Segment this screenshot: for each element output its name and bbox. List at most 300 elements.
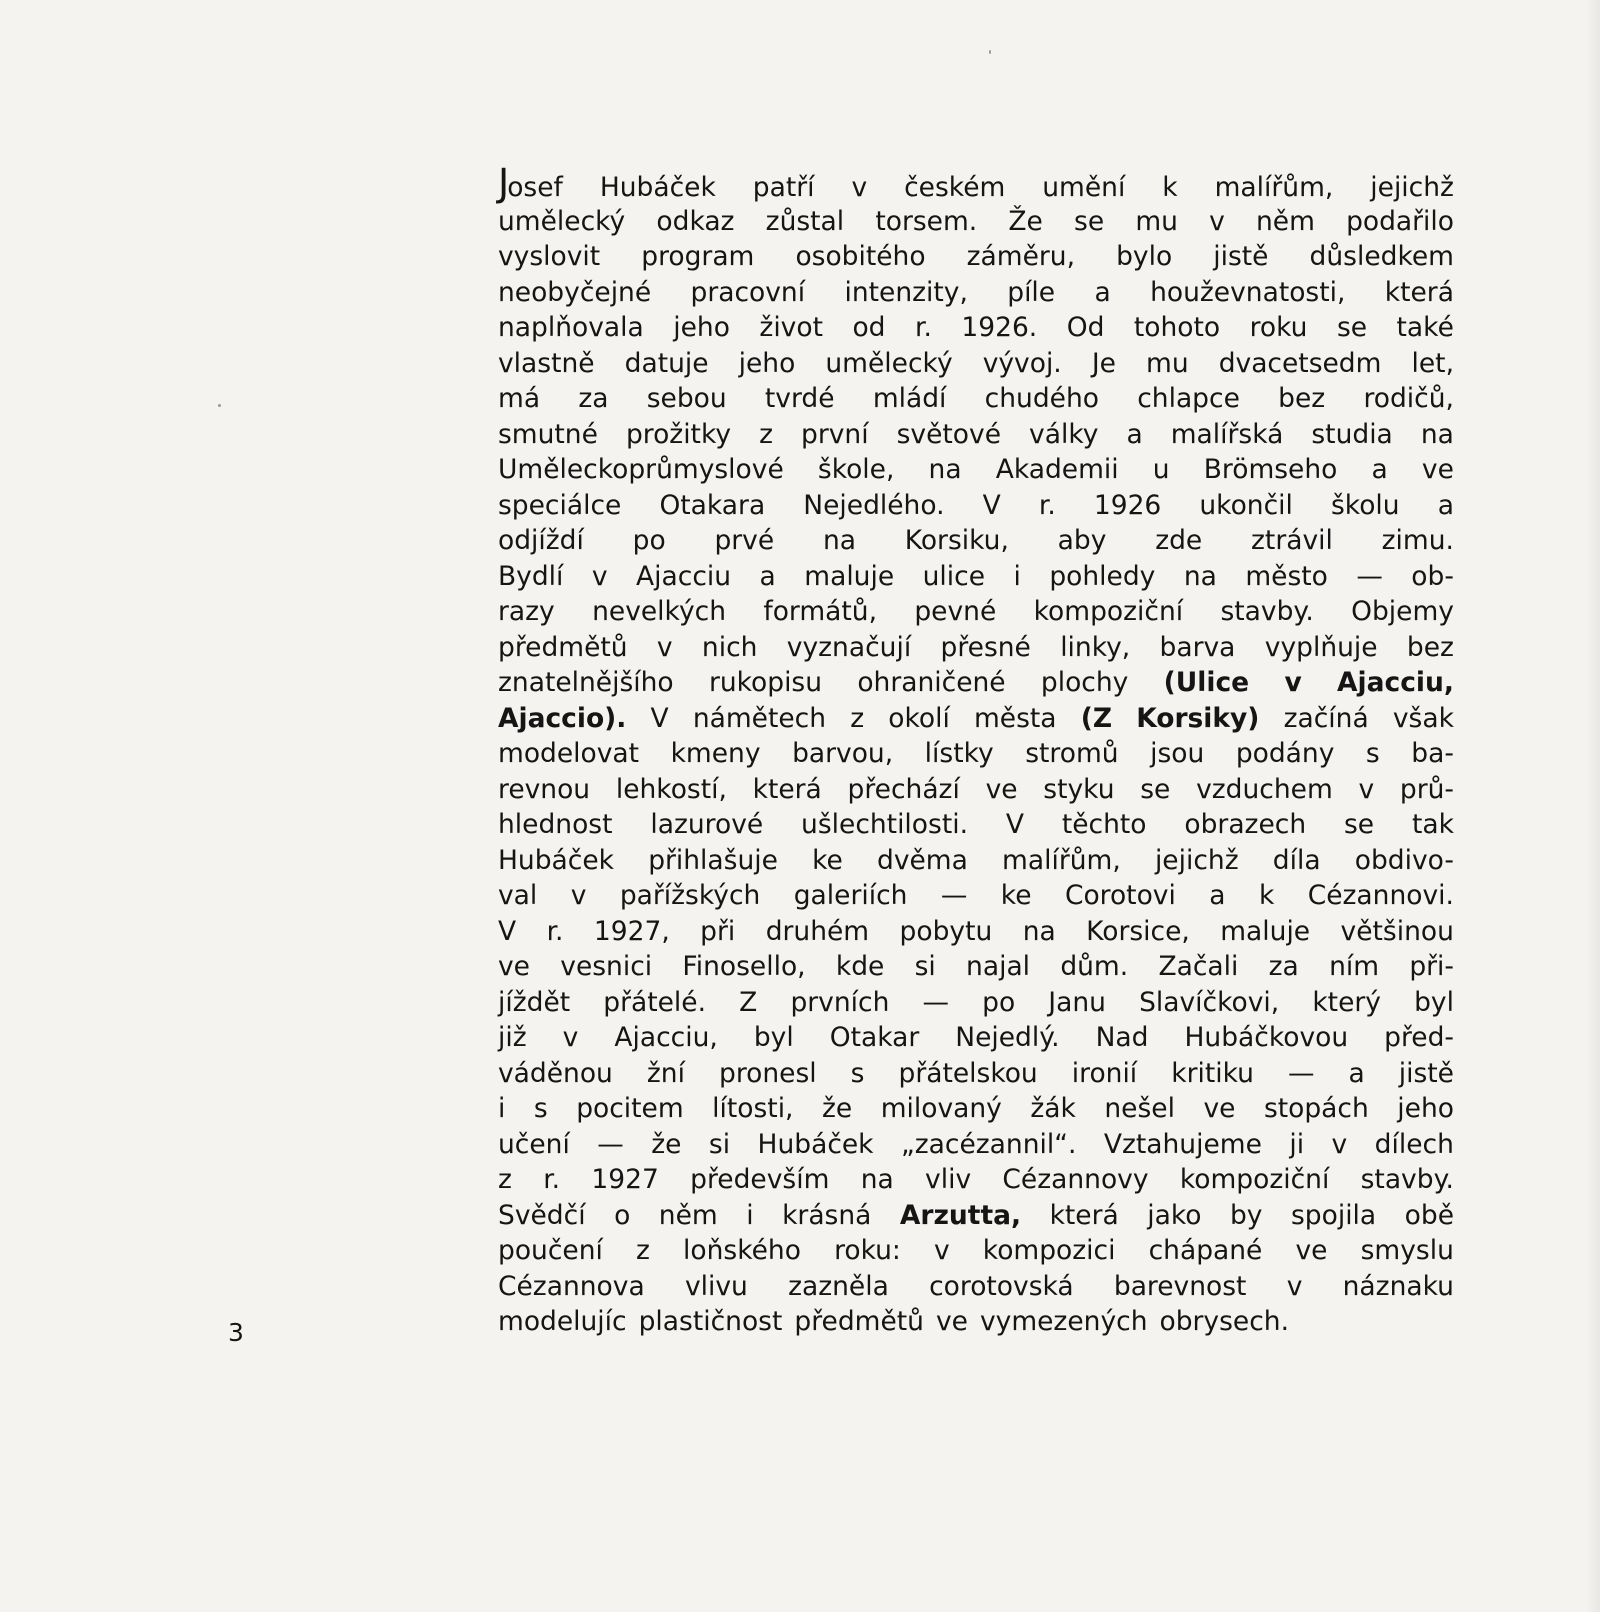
- word: jistě: [1213, 241, 1269, 272]
- word: r.: [546, 915, 564, 947]
- word: lístky: [924, 738, 994, 769]
- word: že: [821, 1093, 853, 1124]
- word: pocitem: [576, 1093, 684, 1124]
- word: války: [1029, 418, 1099, 450]
- bold-title-word: Korsiky): [1136, 702, 1260, 734]
- word: linky,: [1060, 631, 1131, 663]
- word: V: [650, 702, 669, 734]
- word: obrysech.: [1159, 1306, 1290, 1337]
- word: záměru,: [966, 241, 1076, 272]
- text-line: [498, 665, 1454, 701]
- word: nich: [701, 631, 758, 663]
- word: před-: [1384, 1022, 1454, 1053]
- word: stavby.: [1220, 596, 1314, 627]
- word: sebou: [646, 383, 727, 414]
- word: se: [1140, 773, 1171, 805]
- word: Je: [1091, 347, 1116, 379]
- word: revnou: [498, 773, 591, 805]
- word: roku: [1249, 312, 1308, 343]
- word: bez: [1406, 631, 1454, 663]
- word: maluje: [1220, 915, 1311, 947]
- word: zde: [1155, 525, 1203, 556]
- word: se: [1336, 312, 1368, 343]
- word: torsem.: [875, 205, 978, 237]
- word: jako: [1147, 1199, 1202, 1231]
- word: přesné: [940, 631, 1031, 663]
- word: jejichž: [1154, 844, 1239, 876]
- word: rodičů,: [1363, 383, 1454, 414]
- word: pevné: [914, 596, 997, 627]
- word: Slavíčkovi,: [1139, 986, 1280, 1018]
- word: mu: [1135, 205, 1178, 237]
- page-edge-shadow: [1586, 0, 1600, 1612]
- word: Vztahujeme: [1103, 1128, 1262, 1160]
- word: vymezených: [979, 1306, 1148, 1337]
- text-line: [498, 843, 1454, 879]
- word: ji: [1289, 1128, 1305, 1160]
- word: jeho: [738, 347, 796, 379]
- word: jistě: [1398, 1057, 1454, 1089]
- word: obdivo-: [1354, 844, 1454, 876]
- word: nešel: [1104, 1093, 1175, 1124]
- word: tak: [1411, 809, 1454, 840]
- word: první: [801, 418, 869, 450]
- word: na: [1022, 915, 1056, 947]
- word: byl: [753, 1022, 794, 1053]
- word: poučení: [498, 1235, 603, 1266]
- word: studia: [1311, 418, 1393, 450]
- word: Korsice,: [1086, 915, 1190, 947]
- word: odkaz: [656, 205, 735, 237]
- text-line: [498, 1269, 1454, 1305]
- word: corotovská: [929, 1270, 1074, 1302]
- word: Hubáček: [498, 844, 615, 876]
- text-line: [498, 275, 1454, 311]
- text-line: [498, 417, 1454, 453]
- word: Cézannovy: [1002, 1164, 1149, 1195]
- word: Corotovi: [1064, 880, 1176, 911]
- word: Otakar: [829, 1022, 920, 1053]
- word: Objemy: [1351, 596, 1454, 627]
- word: osobitého: [795, 241, 926, 272]
- word: osef: [507, 172, 563, 203]
- bold-title-word: (Ulice: [1163, 667, 1250, 698]
- word: která: [1049, 1199, 1119, 1231]
- word: především: [690, 1164, 830, 1195]
- word: předmětů: [794, 1306, 924, 1337]
- word: se: [1344, 809, 1375, 840]
- text-line: [498, 1020, 1454, 1056]
- bold-title-word: Ajacciu,: [1337, 667, 1454, 698]
- word: Hubáček: [599, 172, 716, 203]
- word: podařilo: [1346, 205, 1454, 237]
- word: něm: [1255, 205, 1315, 237]
- word: pronesl: [719, 1057, 817, 1089]
- word: vývoj.: [982, 347, 1062, 379]
- word: ke: [812, 844, 843, 876]
- word: díla: [1272, 844, 1321, 876]
- word: tvrdé: [764, 383, 835, 414]
- word: —: [1287, 1057, 1315, 1089]
- word: Svědčí: [498, 1199, 586, 1231]
- word: ve: [1203, 1093, 1236, 1124]
- word: bylo: [1116, 241, 1173, 272]
- word: ve: [1421, 454, 1454, 485]
- word: dvěma: [877, 844, 968, 876]
- paper-speck: [989, 50, 991, 54]
- text-line: [498, 310, 1454, 346]
- word: ulice: [922, 560, 986, 592]
- text-line: [498, 204, 1454, 240]
- word: kritiku: [1171, 1057, 1254, 1089]
- word: modelujíc: [498, 1306, 627, 1337]
- word: ba-: [1411, 738, 1454, 769]
- word: v: [1209, 205, 1225, 237]
- text-line: [498, 630, 1454, 666]
- word: k: [1162, 172, 1178, 203]
- word: okolí: [888, 702, 950, 734]
- word: vlivu: [684, 1270, 748, 1302]
- word: podány: [1235, 738, 1335, 769]
- word: stopách: [1263, 1093, 1369, 1124]
- word: jíždět: [498, 986, 571, 1018]
- word: po: [982, 986, 1016, 1018]
- word: kmeny: [670, 738, 761, 769]
- word: umělecký: [825, 347, 953, 379]
- word: pracovní: [690, 276, 806, 308]
- word: nevelkých: [592, 596, 726, 627]
- word: aby: [1057, 525, 1107, 556]
- text-line: [498, 701, 1454, 737]
- text-line: [498, 772, 1454, 808]
- word: ve: [985, 773, 1018, 805]
- word: a: [1348, 1057, 1365, 1089]
- word: barva: [1159, 631, 1236, 663]
- word: najal: [966, 951, 1031, 982]
- text-line: [498, 161, 1454, 205]
- word: z: [759, 418, 773, 450]
- word: datuje: [624, 347, 709, 379]
- word: města: [973, 702, 1057, 734]
- word: houževnatosti,: [1150, 276, 1346, 308]
- word: Z: [739, 986, 758, 1018]
- word: na: [1183, 560, 1217, 592]
- word: za: [1268, 951, 1299, 982]
- word: kompoziční: [1033, 596, 1184, 627]
- word: stromů: [1025, 738, 1119, 769]
- text-line: [498, 1127, 1454, 1163]
- word: váděnou: [498, 1057, 613, 1089]
- text-line: [498, 878, 1454, 914]
- word: chlapce: [1137, 383, 1240, 414]
- word: vyplňuje: [1264, 631, 1378, 663]
- word: smyslu: [1360, 1235, 1454, 1266]
- word: chápané: [1148, 1235, 1263, 1266]
- word: 1927: [591, 1164, 659, 1195]
- bold-title-word: Arzutta,: [899, 1199, 1022, 1231]
- word: jeho: [673, 312, 730, 343]
- word: bez: [1278, 383, 1326, 414]
- text-line: [498, 1091, 1454, 1127]
- word: ve: [498, 951, 530, 982]
- text-line: [498, 807, 1454, 843]
- word: ním: [1329, 951, 1380, 982]
- word: mu: [1146, 347, 1189, 379]
- word: pobytu: [899, 915, 993, 947]
- word: spojila: [1290, 1199, 1377, 1231]
- word: vesnici: [560, 951, 653, 982]
- word: galeriích: [793, 880, 908, 911]
- word: val: [498, 880, 538, 911]
- word: při: [700, 915, 736, 947]
- word: tohoto: [1133, 312, 1221, 343]
- word: také: [1396, 312, 1454, 343]
- bold-title-word: Ajaccio).: [498, 702, 627, 734]
- word: neobyčejné: [498, 276, 652, 308]
- word: si: [708, 1128, 731, 1160]
- word: lehkostí,: [615, 773, 727, 805]
- word: by: [1229, 1199, 1263, 1231]
- word: pohledy: [1049, 560, 1156, 592]
- word: hlednost: [498, 809, 613, 840]
- word: dílech: [1374, 1128, 1454, 1160]
- word: která: [1384, 276, 1454, 308]
- word: školu: [1331, 489, 1400, 521]
- word: barvou,: [792, 738, 894, 769]
- word: —: [1356, 560, 1383, 592]
- word: těchto: [1061, 809, 1147, 840]
- word: pařížských: [619, 880, 761, 911]
- word: i: [498, 1093, 506, 1124]
- word: z: [850, 702, 865, 734]
- word: něm: [658, 1199, 718, 1231]
- word: 1926: [1093, 489, 1162, 521]
- word: V: [498, 915, 517, 947]
- text-line: [498, 559, 1454, 595]
- word: Otakara: [659, 489, 766, 521]
- word: jsou: [1150, 738, 1205, 769]
- word: zůstal: [765, 205, 845, 237]
- word: většinou: [1340, 915, 1454, 947]
- word: z: [498, 1164, 512, 1195]
- word: českém: [904, 172, 1006, 203]
- word: —: [597, 1128, 624, 1160]
- word: na: [928, 454, 962, 485]
- word: roku:: [834, 1235, 901, 1266]
- word: rukopisu: [708, 667, 823, 698]
- word: ob-: [1411, 560, 1454, 592]
- word: Janu: [1048, 986, 1106, 1018]
- word: vzduchem: [1196, 773, 1333, 805]
- word: v: [1286, 1270, 1303, 1302]
- text-line: [498, 736, 1454, 772]
- text-line: [498, 381, 1454, 417]
- word: ukončil: [1199, 489, 1293, 521]
- word: po: [632, 525, 666, 556]
- word: malířům,: [1002, 844, 1121, 876]
- bold-title-word: v: [1284, 667, 1302, 698]
- word: v: [656, 631, 673, 663]
- word: přátelé.: [603, 986, 707, 1018]
- text-line: [498, 1162, 1454, 1198]
- word: v: [933, 1235, 950, 1266]
- word: přihlašuje: [648, 844, 778, 876]
- word: s: [533, 1093, 548, 1124]
- word: r.: [914, 312, 932, 343]
- word: si: [914, 951, 936, 982]
- word: kde: [835, 951, 885, 982]
- text-line: [498, 346, 1454, 382]
- text-line: [498, 914, 1454, 950]
- text-line: [498, 1056, 1454, 1092]
- word: loňského: [683, 1235, 801, 1266]
- word: odjíždí: [498, 525, 584, 556]
- word: ztrávil: [1251, 525, 1333, 556]
- word: Že: [1008, 205, 1043, 237]
- word: Nad: [1095, 1022, 1149, 1053]
- word: začíná: [1283, 702, 1369, 734]
- word: smutné: [498, 418, 598, 450]
- word: a: [1126, 418, 1143, 450]
- word: r.: [543, 1164, 561, 1195]
- paper-speck: [218, 404, 221, 407]
- word: v: [591, 560, 608, 592]
- word: má: [498, 383, 541, 414]
- word: Cézannovi.: [1307, 880, 1454, 911]
- word: —: [922, 986, 949, 1018]
- word: o: [614, 1199, 631, 1231]
- word: plochy: [1040, 667, 1129, 698]
- word: i: [1013, 560, 1021, 592]
- word: plastičnost: [638, 1306, 783, 1337]
- word: byl: [1414, 986, 1454, 1018]
- word: Bydlí: [498, 560, 564, 592]
- word: ušlechtilosti.: [801, 809, 968, 840]
- text-line: [498, 1304, 1454, 1340]
- word: maluje: [804, 560, 895, 592]
- word: styku: [1043, 773, 1115, 805]
- text-line: [498, 488, 1454, 524]
- text-line: [498, 594, 1454, 630]
- word: Cézannova: [498, 1270, 645, 1302]
- word: žní: [646, 1057, 685, 1089]
- word: barevnost: [1113, 1270, 1247, 1302]
- word: na: [822, 525, 856, 556]
- word: obrazech: [1184, 809, 1307, 840]
- word: Ajacciu,: [614, 1022, 718, 1053]
- word: kompozici: [982, 1235, 1116, 1266]
- word: důsledkem: [1309, 241, 1454, 272]
- word: razy: [498, 596, 555, 627]
- word: Hubáčkovou: [1184, 1022, 1349, 1053]
- word: ironií: [1071, 1057, 1138, 1089]
- word: patří: [752, 172, 815, 203]
- word: píle: [1007, 276, 1056, 308]
- word: s: [1365, 738, 1380, 769]
- word: mládí: [872, 383, 947, 414]
- word: let,: [1411, 347, 1454, 379]
- word: jejichž: [1370, 172, 1454, 203]
- word: „zacézannil“.: [901, 1128, 1077, 1160]
- drop-cap: J: [498, 161, 508, 205]
- bold-title-word: (Z: [1080, 702, 1113, 734]
- text-line: [498, 949, 1454, 985]
- word: stavby.: [1360, 1164, 1454, 1195]
- word: —: [940, 880, 968, 911]
- word: lítosti,: [712, 1093, 794, 1124]
- word: 1926.: [961, 312, 1038, 343]
- word: Ajacciu: [636, 560, 732, 592]
- word: Hubáček: [757, 1128, 874, 1160]
- word: druhém: [765, 915, 870, 947]
- word: modelovat: [498, 738, 640, 769]
- word: v: [562, 1022, 579, 1053]
- word: za: [578, 383, 609, 414]
- text-line: [498, 1233, 1454, 1269]
- word: ve: [935, 1306, 968, 1337]
- word: na: [1420, 418, 1454, 450]
- word: vyznačují: [786, 631, 912, 663]
- word: s: [850, 1057, 865, 1089]
- word: při-: [1409, 951, 1454, 982]
- word: z: [636, 1235, 650, 1266]
- word: u: [1152, 454, 1170, 485]
- word: v: [1358, 773, 1375, 805]
- word: a: [1094, 276, 1111, 308]
- word: intenzity,: [844, 276, 968, 308]
- word: Brömseho: [1203, 454, 1338, 485]
- word: a: [759, 560, 776, 592]
- word: vliv: [925, 1164, 972, 1195]
- text-line: [498, 985, 1454, 1021]
- word: která: [752, 773, 822, 805]
- text-line: [498, 523, 1454, 559]
- word: škole,: [817, 454, 895, 485]
- word: dům.: [1060, 951, 1129, 982]
- body-text: [498, 161, 1454, 1340]
- word: v: [570, 880, 587, 911]
- word: v: [1331, 1128, 1348, 1160]
- word: malířská: [1170, 418, 1284, 450]
- page-number: 3: [228, 1318, 244, 1347]
- word: Od: [1066, 312, 1105, 343]
- word: chudého: [984, 383, 1099, 414]
- word: a: [1437, 489, 1454, 521]
- word: Korsiku,: [904, 525, 1009, 556]
- word: náznaku: [1342, 1270, 1454, 1302]
- word: znatelnějšího: [498, 667, 674, 698]
- word: malířům,: [1214, 172, 1334, 203]
- word: ve: [1295, 1235, 1328, 1266]
- word: ke: [1000, 880, 1032, 911]
- word: zazněla: [788, 1270, 889, 1302]
- word: lazurové: [650, 809, 764, 840]
- word: Začali: [1158, 951, 1239, 982]
- word: prvé: [714, 525, 775, 556]
- word: který: [1312, 986, 1381, 1018]
- word: v: [851, 172, 868, 203]
- word: předmětů: [498, 631, 628, 663]
- word: Nejedlý.: [955, 1022, 1060, 1053]
- word: a: [1209, 880, 1226, 911]
- word: již: [498, 1022, 527, 1053]
- word: že: [651, 1128, 682, 1160]
- word: námětech: [692, 702, 827, 734]
- word: ohraničené: [857, 667, 1006, 698]
- word: obě: [1404, 1199, 1454, 1231]
- word: učení: [498, 1128, 570, 1160]
- word: prožitky: [625, 418, 732, 450]
